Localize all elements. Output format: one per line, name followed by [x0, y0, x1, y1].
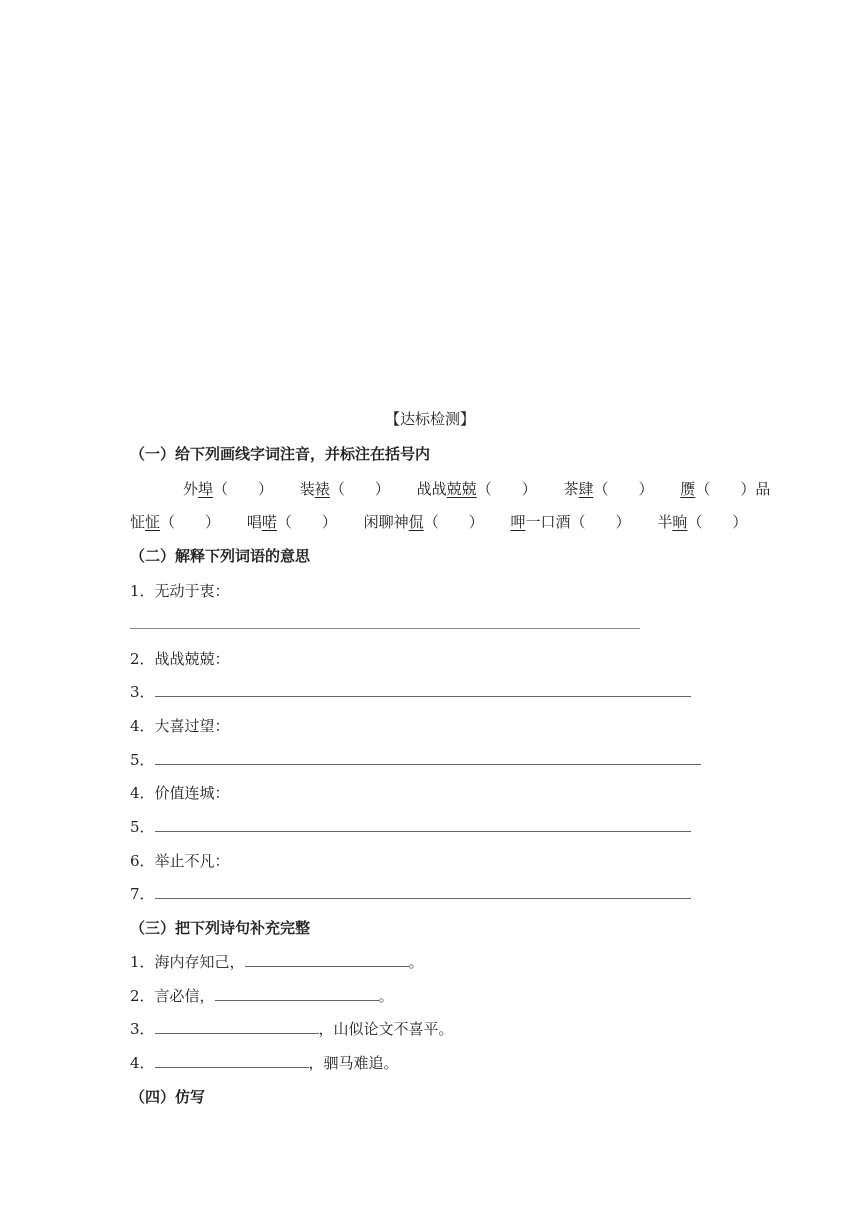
answer-blank[interactable] [155, 830, 691, 832]
pinyin-row-2 [130, 511, 747, 532]
answer-blank[interactable] [155, 763, 701, 765]
pinyin-item: 呷一口酒（ ） [510, 513, 631, 531]
poem-item: 1．海内存知己， 。 [130, 953, 424, 971]
poem-item: 3． ，山似论文不喜平。 [130, 1020, 454, 1038]
definition-item: 7． [130, 883, 691, 904]
section-title: 【达标检测】 [384, 410, 475, 428]
definition-item: 2．战战兢兢： [130, 650, 230, 668]
pinyin-item: 赝（ ）品 [680, 480, 771, 498]
definition-item: 1．无动于衷： [130, 582, 230, 600]
pinyin-item: 怔怔（ ） [130, 513, 221, 531]
pinyin-item: 外埠（ ） [183, 480, 274, 498]
heading-part-3: （三）把下列诗句补充完整 [130, 919, 311, 937]
definition-item: 4．大喜过望： [130, 717, 230, 735]
definition-item: 5． [130, 749, 701, 770]
definition-item: 3． [130, 681, 691, 702]
definition-item: 4．价值连城： [130, 784, 230, 802]
poem-blank[interactable] [155, 1032, 319, 1034]
poem-blank[interactable] [245, 965, 409, 967]
answer-blank[interactable] [155, 897, 691, 899]
pinyin-item: 战战兢兢（ ） [416, 480, 537, 498]
poem-item: 4． ，驷马难追。 [130, 1054, 399, 1072]
definition-item: 6．举止不凡： [130, 852, 230, 870]
definition-item: 5． [130, 816, 691, 837]
pinyin-item: 闲聊神侃（ ） [363, 513, 484, 531]
poem-blank[interactable] [215, 999, 379, 1001]
pinyin-item: 半晌（ ） [657, 513, 748, 531]
heading-part-1: （一）给下列画线字词注音，并标注在括号内 [130, 445, 431, 463]
pinyin-item: 茶肆（ ） [563, 480, 654, 498]
heading-part-2: （二）解释下列词语的意思 [130, 547, 311, 565]
poem-blank[interactable] [155, 1066, 309, 1068]
pinyin-item: 装裱（ ） [299, 480, 390, 498]
heading-part-4: （四）仿写 [130, 1088, 206, 1106]
pinyin-row-1 [183, 478, 770, 499]
pinyin-item: 唱喏（ ） [246, 513, 337, 531]
answer-line[interactable] [130, 628, 640, 629]
poem-item: 2．言必信， 。 [130, 987, 394, 1005]
answer-blank[interactable] [155, 695, 691, 697]
